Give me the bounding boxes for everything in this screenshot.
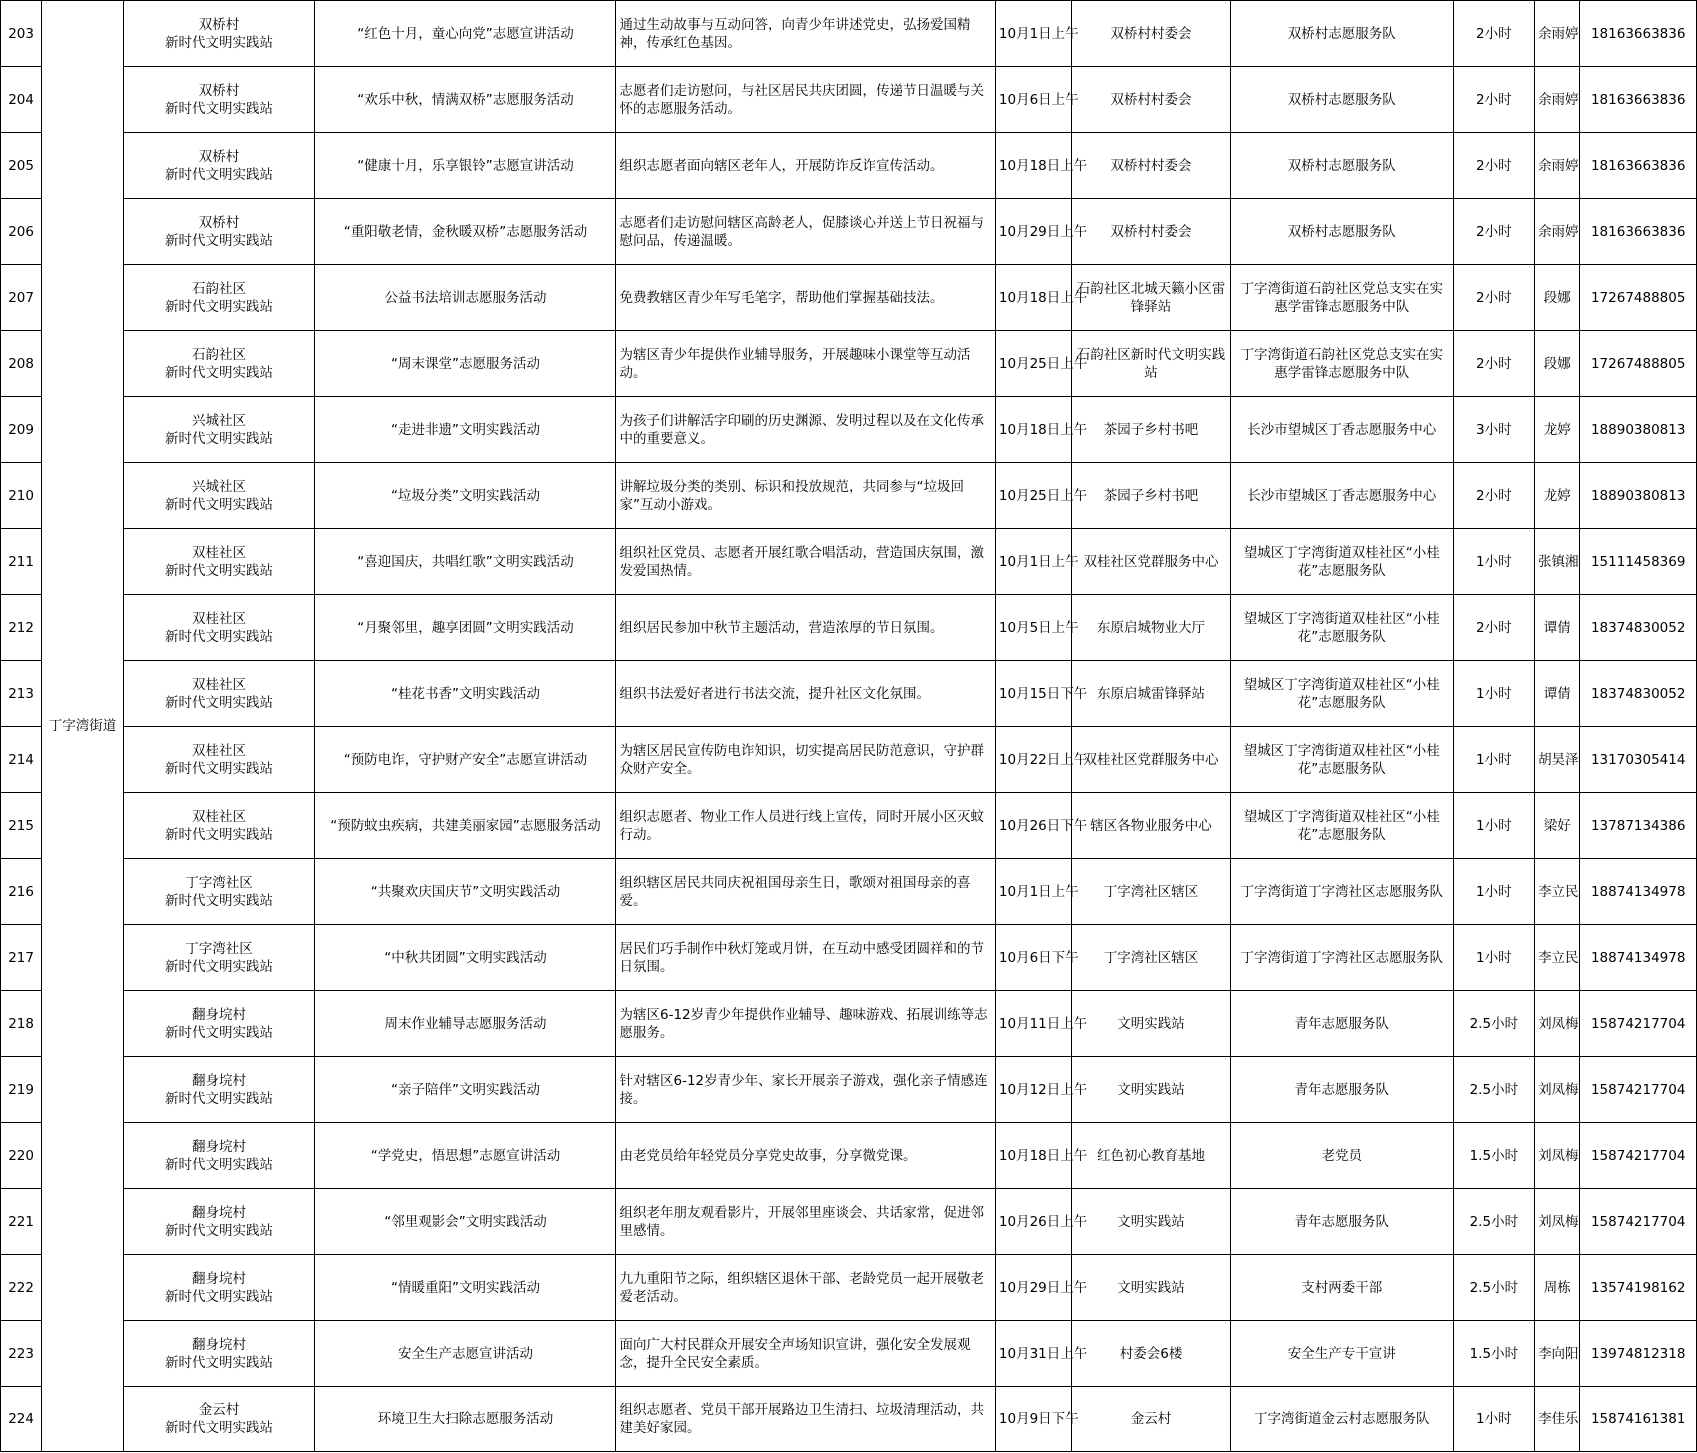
station-cell	[123, 463, 315, 529]
table-row	[1, 1321, 1697, 1387]
volunteer-team-cell: 长沙市望城区丁香志愿服务中心	[1230, 463, 1453, 529]
station-name: 双桂社区	[192, 610, 247, 627]
station-name: 兴城社区	[192, 412, 247, 429]
table-row	[1, 331, 1697, 397]
table-row	[1, 595, 1697, 661]
activity-name-cell: “健康十月，乐享银铃”志愿宣讲活动	[315, 133, 616, 199]
activity-time-cell: 10月29日上午	[995, 199, 1071, 265]
phone-cell: 17267488805	[1580, 331, 1697, 397]
activity-content-cell: 面向广大村民群众开展安全声场知识宣讲，强化安全发展观念，提升全民安全素质。	[616, 1321, 995, 1387]
activity-content-cell: 免费教辖区青少年写毛笔字，帮助他们掌握基础技法。	[616, 265, 995, 331]
duration-cell: 2小时	[1453, 67, 1534, 133]
activity-content-cell: 为辖区居民宣传防电诈知识，切实提高居民防范意识，守护群众财产安全。	[616, 727, 995, 793]
phone-cell: 15874217704	[1580, 991, 1697, 1057]
duration-cell: 1.5小时	[1453, 1123, 1534, 1189]
activity-place-cell: 文明实践站	[1072, 1057, 1231, 1123]
station-cell	[123, 529, 315, 595]
station-name: 双桂社区	[192, 544, 247, 561]
activity-name-cell: 公益书法培训志愿服务活动	[315, 265, 616, 331]
duration-cell: 2小时	[1453, 265, 1534, 331]
station-subtitle: 新时代文明实践站	[165, 694, 274, 711]
table-row	[1, 1057, 1697, 1123]
activity-place-cell: 村委会6楼	[1072, 1321, 1231, 1387]
station-subtitle: 新时代文明实践站	[165, 1420, 274, 1436]
contact-person-cell: 谭倩	[1535, 595, 1580, 661]
activity-place-cell: 双桂社区党群服务中心	[1072, 529, 1231, 595]
activity-place-cell: 文明实践站	[1072, 1189, 1231, 1255]
volunteer-team-cell: 望城区丁字湾街道双桂社区“小桂花”志愿服务队	[1230, 529, 1453, 595]
activity-place-cell: 双桥村村委会	[1072, 199, 1231, 265]
station-name: 双桥村	[198, 82, 240, 99]
table-row	[1, 529, 1697, 595]
contact-person-cell: 段娜	[1535, 331, 1580, 397]
station-subtitle: 新时代文明实践站	[165, 628, 274, 645]
duration-cell: 1.5小时	[1453, 1321, 1534, 1387]
contact-person-cell: 段娜	[1535, 265, 1580, 331]
station-cell	[123, 727, 315, 793]
activity-time-cell: 10月6日下午	[995, 925, 1071, 991]
volunteer-team-cell: 青年志愿服务队	[1230, 1189, 1453, 1255]
activity-place-cell: 双桥村村委会	[1072, 1, 1231, 67]
row-number-cell: 211	[1, 529, 42, 595]
station-cell	[123, 595, 315, 661]
activity-content-cell: 组织志愿者面向辖区老年人，开展防诈反诈宣传活动。	[616, 133, 995, 199]
station-subtitle: 新时代文明实践站	[165, 1354, 274, 1371]
row-number-cell: 207	[1, 265, 42, 331]
activity-time-cell: 10月12日上午	[995, 1057, 1071, 1123]
table-row	[1, 67, 1697, 133]
station-cell	[123, 1123, 315, 1189]
phone-cell: 18374830052	[1580, 595, 1697, 661]
row-number-cell: 219	[1, 1057, 42, 1123]
duration-cell: 1小时	[1453, 1387, 1534, 1452]
volunteer-team-cell: 双桥村志愿服务队	[1230, 67, 1453, 133]
volunteer-team-cell: 丁字湾街道石韵社区党总支实在实惠学雷锋志愿服务中队	[1230, 331, 1453, 397]
station-subtitle: 新时代文明实践站	[165, 496, 274, 513]
contact-person-cell: 余雨婷	[1535, 67, 1580, 133]
volunteer-team-cell: 双桥村志愿服务队	[1230, 1, 1453, 67]
row-number-cell: 212	[1, 595, 42, 661]
phone-cell: 18163663836	[1580, 133, 1697, 199]
table-row	[1, 727, 1697, 793]
contact-person-cell: 梁好	[1535, 793, 1580, 859]
activity-time-cell: 10月18日上午	[995, 1123, 1071, 1189]
station-name: 双桥村	[198, 148, 240, 165]
table-row	[1, 991, 1697, 1057]
row-number-cell: 220	[1, 1123, 42, 1189]
row-number-cell: 210	[1, 463, 42, 529]
row-number-cell: 216	[1, 859, 42, 925]
activity-name-cell: “桂花书香”文明实践活动	[315, 661, 616, 727]
contact-person-cell: 张镇湘	[1535, 529, 1580, 595]
table-row	[1, 265, 1697, 331]
contact-person-cell: 李向阳	[1535, 1321, 1580, 1387]
activity-content-cell: 为孩子们讲解活字印刷的历史渊源、发明过程以及在文化传承中的重要意义。	[616, 397, 995, 463]
volunteer-team-cell: 丁字湾街道石韵社区党总支实在实惠学雷锋志愿服务中队	[1230, 265, 1453, 331]
volunteer-team-cell: 双桥村志愿服务队	[1230, 133, 1453, 199]
volunteer-team-cell: 长沙市望城区丁香志愿服务中心	[1230, 397, 1453, 463]
station-cell	[123, 1189, 315, 1255]
activity-time-cell: 10月5日上午	[995, 595, 1071, 661]
activity-name-cell: “学党史，悟思想”志愿宣讲活动	[315, 1123, 616, 1189]
activity-name-cell: 安全生产志愿宣讲活动	[315, 1321, 616, 1387]
station-name: 翻身垸村	[192, 1138, 247, 1155]
duration-cell: 2.5小时	[1453, 1057, 1534, 1123]
phone-cell: 18163663836	[1580, 1, 1697, 67]
contact-person-cell: 谭倩	[1535, 661, 1580, 727]
row-number-cell: 208	[1, 331, 42, 397]
activity-place-cell: 文明实践站	[1072, 991, 1231, 1057]
activity-content-cell: 讲解垃圾分类的类别、标识和投放规范，共同参与“垃圾回家”互动小游戏。	[616, 463, 995, 529]
station-cell	[123, 265, 315, 331]
duration-cell: 2.5小时	[1453, 1189, 1534, 1255]
activity-place-cell: 辖区各物业服务中心	[1072, 793, 1231, 859]
activity-name-cell: “预防电诈，守护财产安全”志愿宣讲活动	[315, 727, 616, 793]
station-name: 翻身垸村	[192, 1336, 247, 1353]
station-name: 石韵社区	[192, 280, 247, 297]
contact-person-cell: 周栋	[1535, 1255, 1580, 1321]
station-cell	[123, 1, 315, 67]
activity-name-cell: “欢乐中秋，情满双桥”志愿服务活动	[315, 67, 616, 133]
table-row	[1, 199, 1697, 265]
station-subtitle: 新时代文明实践站	[165, 364, 274, 381]
station-name: 翻身垸村	[192, 1006, 247, 1023]
activity-place-cell: 丁字湾社区辖区	[1072, 859, 1231, 925]
table-row	[1, 1, 1697, 67]
phone-cell: 13974812318	[1580, 1321, 1697, 1387]
volunteer-team-cell: 双桥村志愿服务队	[1230, 199, 1453, 265]
table-row	[1, 661, 1697, 727]
table-row	[1, 397, 1697, 463]
table-row	[1, 1255, 1697, 1321]
station-subtitle: 新时代文明实践站	[165, 34, 274, 51]
activity-place-cell: 双桂社区党群服务中心	[1072, 727, 1231, 793]
duration-cell: 1小时	[1453, 727, 1534, 793]
station-subtitle: 新时代文明实践站	[165, 1090, 274, 1107]
contact-person-cell: 余雨婷	[1535, 133, 1580, 199]
activity-time-cell: 10月9日下午	[995, 1387, 1071, 1452]
row-number-cell: 206	[1, 199, 42, 265]
station-cell	[123, 1255, 315, 1321]
activity-content-cell: 组织志愿者、物业工作人员进行线上宣传，同时开展小区灭蚊行动。	[616, 793, 995, 859]
contact-person-cell: 李立民	[1535, 859, 1580, 925]
activity-name-cell: “周末课堂”志愿服务活动	[315, 331, 616, 397]
activity-place-cell: 石韵社区北城天籁小区雷锋驿站	[1072, 265, 1231, 331]
activity-name-cell: “月聚邻里，趣享团圆”文明实践活动	[315, 595, 616, 661]
activity-place-cell: 东原启城雷锋驿站	[1072, 661, 1231, 727]
activity-content-cell: 组织老年朋友观看影片，开展邻里座谈会、共话家常，促进邻里感情。	[616, 1189, 995, 1255]
station-name: 丁字湾社区	[185, 874, 253, 891]
station-cell	[123, 1387, 315, 1452]
activity-content-cell: 组织居民参加中秋节主题活动，营造浓厚的节日氛围。	[616, 595, 995, 661]
station-subtitle: 新时代文明实践站	[165, 166, 274, 183]
row-number-cell: 214	[1, 727, 42, 793]
duration-cell: 2小时	[1453, 199, 1534, 265]
activity-place-cell: 石韵社区新时代文明实践站	[1072, 331, 1231, 397]
volunteer-team-cell: 望城区丁字湾街道双桂社区“小桂花”志愿服务队	[1230, 595, 1453, 661]
table-row	[1, 859, 1697, 925]
activity-name-cell: “走进非遗”文明实践活动	[315, 397, 616, 463]
activity-name-cell: 环境卫生大扫除志愿服务活动	[315, 1387, 616, 1452]
station-cell	[123, 793, 315, 859]
volunteer-team-cell: 望城区丁字湾街道双桂社区“小桂花”志愿服务队	[1230, 793, 1453, 859]
phone-cell: 15874217704	[1580, 1057, 1697, 1123]
row-number-cell: 215	[1, 793, 42, 859]
activity-name-cell: “喜迎国庆，共唱红歌”文明实践活动	[315, 529, 616, 595]
contact-person-cell: 刘凤梅	[1535, 991, 1580, 1057]
station-name: 翻身垸村	[192, 1270, 247, 1287]
volunteer-team-cell: 安全生产专干宣讲	[1230, 1321, 1453, 1387]
phone-cell: 17267488805	[1580, 265, 1697, 331]
activity-name-cell: “中秋共团圆”文明实践活动	[315, 925, 616, 991]
activity-place-cell: 丁字湾社区辖区	[1072, 925, 1231, 991]
station-name: 兴城社区	[192, 478, 247, 495]
volunteer-team-cell: 丁字湾街道金云村志愿服务队	[1230, 1387, 1453, 1452]
table-row	[1, 1189, 1697, 1255]
activity-time-cell: 10月25日上午	[995, 331, 1071, 397]
row-number-cell: 222	[1, 1255, 42, 1321]
duration-cell: 1小时	[1453, 793, 1534, 859]
activity-name-cell: “情暖重阳”文明实践活动	[315, 1255, 616, 1321]
activity-name-cell: “垃圾分类”文明实践活动	[315, 463, 616, 529]
activity-place-cell: 双桥村村委会	[1072, 133, 1231, 199]
station-name: 丁字湾社区	[185, 940, 253, 957]
phone-cell: 13574198162	[1580, 1255, 1697, 1321]
activity-content-cell: 居民们巧手制作中秋灯笼或月饼，在互动中感受团圆祥和的节日氛围。	[616, 925, 995, 991]
phone-cell: 18874134978	[1580, 859, 1697, 925]
station-subtitle: 新时代文明实践站	[165, 958, 274, 975]
activity-time-cell: 10月6日上午	[995, 67, 1071, 133]
row-number-cell: 224	[1, 1387, 42, 1452]
activity-place-cell: 文明实践站	[1072, 1255, 1231, 1321]
station-cell	[123, 1057, 315, 1123]
volunteer-team-cell: 丁字湾街道丁字湾社区志愿服务队	[1230, 859, 1453, 925]
activity-place-cell: 茶园子乡村书吧	[1072, 463, 1231, 529]
activity-name-cell: “邻里观影会”文明实践活动	[315, 1189, 616, 1255]
station-subtitle: 新时代文明实践站	[165, 892, 274, 909]
duration-cell: 2小时	[1453, 463, 1534, 529]
activity-content-cell: 由老党员给年轻党员分享党史故事，分享微党课。	[616, 1123, 995, 1189]
station-subtitle: 新时代文明实践站	[165, 298, 274, 315]
activity-content-cell: 组织书法爱好者进行书法交流，提升社区文化氛围。	[616, 661, 995, 727]
contact-person-cell: 龙婷	[1535, 463, 1580, 529]
volunteer-team-cell: 支村两委干部	[1230, 1255, 1453, 1321]
activity-name-cell: “重阳敬老情，金秋暖双桥”志愿服务活动	[315, 199, 616, 265]
station-cell	[123, 67, 315, 133]
station-cell	[123, 133, 315, 199]
activity-content-cell: 组织志愿者、党员干部开展路边卫生清扫、垃圾清理活动，共建美好家园。	[616, 1387, 995, 1452]
station-name: 金云村	[198, 1402, 240, 1418]
row-number-cell: 223	[1, 1321, 42, 1387]
contact-person-cell: 龙婷	[1535, 397, 1580, 463]
activity-time-cell: 10月1日上午	[995, 529, 1071, 595]
station-subtitle: 新时代文明实践站	[165, 1024, 274, 1041]
duration-cell: 2.5小时	[1453, 991, 1534, 1057]
contact-person-cell: 刘凤梅	[1535, 1123, 1580, 1189]
station-subtitle: 新时代文明实践站	[165, 430, 274, 447]
activity-content-cell: 志愿者们走访慰问，与社区居民共庆团圆，传递节日温暖与关怀的志愿服务活动。	[616, 67, 995, 133]
row-number-cell: 209	[1, 397, 42, 463]
duration-cell: 2小时	[1453, 331, 1534, 397]
contact-person-cell: 刘凤梅	[1535, 1189, 1580, 1255]
contact-person-cell: 李佳乐	[1535, 1387, 1580, 1452]
contact-person-cell: 胡昊泽	[1535, 727, 1580, 793]
activity-time-cell: 10月15日下午	[995, 661, 1071, 727]
phone-cell: 18890380813	[1580, 463, 1697, 529]
contact-person-cell: 刘凤梅	[1535, 1057, 1580, 1123]
table-body	[1, 1, 1697, 1452]
activity-name-cell: “共聚欢庆国庆节”文明实践活动	[315, 859, 616, 925]
phone-cell: 18374830052	[1580, 661, 1697, 727]
duration-cell: 1小时	[1453, 859, 1534, 925]
station-name: 双桂社区	[192, 808, 247, 825]
duration-cell: 1小时	[1453, 529, 1534, 595]
row-number-cell: 218	[1, 991, 42, 1057]
table-row	[1, 793, 1697, 859]
station-subtitle: 新时代文明实践站	[165, 826, 274, 843]
duration-cell: 1小时	[1453, 661, 1534, 727]
row-number-cell: 213	[1, 661, 42, 727]
station-name: 翻身垸村	[192, 1204, 247, 1221]
activity-time-cell: 10月26日下午	[995, 793, 1071, 859]
station-name: 双桂社区	[192, 742, 247, 759]
phone-cell: 13170305414	[1580, 727, 1697, 793]
activity-time-cell: 10月1日上午	[995, 859, 1071, 925]
table-row	[1, 133, 1697, 199]
activity-time-cell: 10月1日上午	[995, 1, 1071, 67]
volunteer-team-cell: 望城区丁字湾街道双桂社区“小桂花”志愿服务队	[1230, 727, 1453, 793]
activity-time-cell: 10月25日上午	[995, 463, 1071, 529]
volunteer-team-cell: 青年志愿服务队	[1230, 991, 1453, 1057]
station-subtitle: 新时代文明实践站	[165, 100, 274, 117]
activity-time-cell: 10月18日上午	[995, 397, 1071, 463]
station-subtitle: 新时代文明实践站	[165, 232, 274, 249]
duration-cell: 3小时	[1453, 397, 1534, 463]
station-cell	[123, 1321, 315, 1387]
phone-cell: 18874134978	[1580, 925, 1697, 991]
phone-cell: 15874217704	[1580, 1189, 1697, 1255]
station-cell	[123, 397, 315, 463]
activity-content-cell: 为辖区6-12岁青少年提供作业辅导、趣味游戏、拓展训练等志愿服务。	[616, 991, 995, 1057]
activity-name-cell: “预防蚊虫疾病，共建美丽家园”志愿服务活动	[315, 793, 616, 859]
activity-time-cell: 10月18日上午	[995, 265, 1071, 331]
street-cell: 丁字湾街道	[42, 1, 123, 1452]
station-name: 翻身垸村	[192, 1072, 247, 1089]
activity-content-cell: 九九重阳节之际，组织辖区退休干部、老龄党员一起开展敬老爱老活动。	[616, 1255, 995, 1321]
activity-content-cell: 为辖区青少年提供作业辅导服务，开展趣味小课堂等互动活动。	[616, 331, 995, 397]
activity-time-cell: 10月22日上午	[995, 727, 1071, 793]
row-number-cell: 204	[1, 67, 42, 133]
activity-name-cell: “亲子陪伴”文明实践活动	[315, 1057, 616, 1123]
duration-cell: 2.5小时	[1453, 1255, 1534, 1321]
station-name: 石韵社区	[192, 346, 247, 363]
activity-place-cell: 东原启城物业大厅	[1072, 595, 1231, 661]
station-name: 双桥村	[198, 16, 240, 33]
row-number-cell: 205	[1, 133, 42, 199]
station-cell	[123, 661, 315, 727]
station-subtitle: 新时代文明实践站	[165, 760, 274, 777]
activity-content-cell: 组织社区党员、志愿者开展红歌合唱活动，营造国庆氛围，激发爱国热情。	[616, 529, 995, 595]
table-row	[1, 463, 1697, 529]
contact-person-cell: 余雨婷	[1535, 199, 1580, 265]
station-subtitle: 新时代文明实践站	[165, 1288, 274, 1305]
station-cell	[123, 331, 315, 397]
phone-cell: 18163663836	[1580, 199, 1697, 265]
activity-time-cell: 10月18日上午	[995, 133, 1071, 199]
station-subtitle: 新时代文明实践站	[165, 562, 274, 579]
activity-place-cell: 红色初心教育基地	[1072, 1123, 1231, 1189]
activity-name-cell: 周末作业辅导志愿服务活动	[315, 991, 616, 1057]
station-name: 双桥村	[198, 214, 240, 231]
activity-time-cell: 10月11日上午	[995, 991, 1071, 1057]
phone-cell: 18890380813	[1580, 397, 1697, 463]
volunteer-team-cell: 丁字湾街道丁字湾社区志愿服务队	[1230, 925, 1453, 991]
activity-content-cell: 针对辖区6-12岁青少年、家长开展亲子游戏，强化亲子情感连接。	[616, 1057, 995, 1123]
activity-place-cell: 茶园子乡村书吧	[1072, 397, 1231, 463]
volunteer-team-cell: 老党员	[1230, 1123, 1453, 1189]
activity-content-cell: 组织辖区居民共同庆祝祖国母亲生日，歌颂对祖国母亲的喜爱。	[616, 859, 995, 925]
activity-place-cell: 金云村	[1072, 1387, 1231, 1452]
phone-cell: 15874161381	[1580, 1387, 1697, 1452]
duration-cell: 2小时	[1453, 1, 1534, 67]
station-cell	[123, 859, 315, 925]
station-cell	[123, 991, 315, 1057]
station-subtitle: 新时代文明实践站	[165, 1156, 274, 1173]
duration-cell: 2小时	[1453, 595, 1534, 661]
row-number-cell: 217	[1, 925, 42, 991]
activity-time-cell: 10月29日上午	[995, 1255, 1071, 1321]
table-row	[1, 925, 1697, 991]
duration-cell: 1小时	[1453, 925, 1534, 991]
activity-content-cell: 通过生动故事与互动问答，向青少年讲述党史，弘扬爱国精神，传承红色基因。	[616, 1, 995, 67]
contact-person-cell: 余雨婷	[1535, 1, 1580, 67]
table-row	[1, 1387, 1697, 1452]
station-name: 双桂社区	[192, 676, 247, 693]
activity-name-cell: “红色十月，童心向党”志愿宣讲活动	[315, 1, 616, 67]
volunteer-team-cell: 青年志愿服务队	[1230, 1057, 1453, 1123]
duration-cell: 2小时	[1453, 133, 1534, 199]
volunteer-team-cell: 望城区丁字湾街道双桂社区“小桂花”志愿服务队	[1230, 661, 1453, 727]
activity-place-cell: 双桥村村委会	[1072, 67, 1231, 133]
station-subtitle: 新时代文明实践站	[165, 1222, 274, 1239]
phone-cell: 18163663836	[1580, 67, 1697, 133]
activity-time-cell: 10月26日上午	[995, 1189, 1071, 1255]
contact-person-cell: 李立民	[1535, 925, 1580, 991]
phone-cell: 15111458369	[1580, 529, 1697, 595]
activity-content-cell: 志愿者们走访慰问辖区高龄老人，促膝谈心并送上节日祝福与慰问品，传递温暖。	[616, 199, 995, 265]
phone-cell: 13787134386	[1580, 793, 1697, 859]
phone-cell: 15874217704	[1580, 1123, 1697, 1189]
table-row	[1, 1123, 1697, 1189]
row-number-cell: 221	[1, 1189, 42, 1255]
row-number-cell: 203	[1, 1, 42, 67]
station-cell	[123, 925, 315, 991]
activity-time-cell: 10月31日上午	[995, 1321, 1071, 1387]
station-cell	[123, 199, 315, 265]
